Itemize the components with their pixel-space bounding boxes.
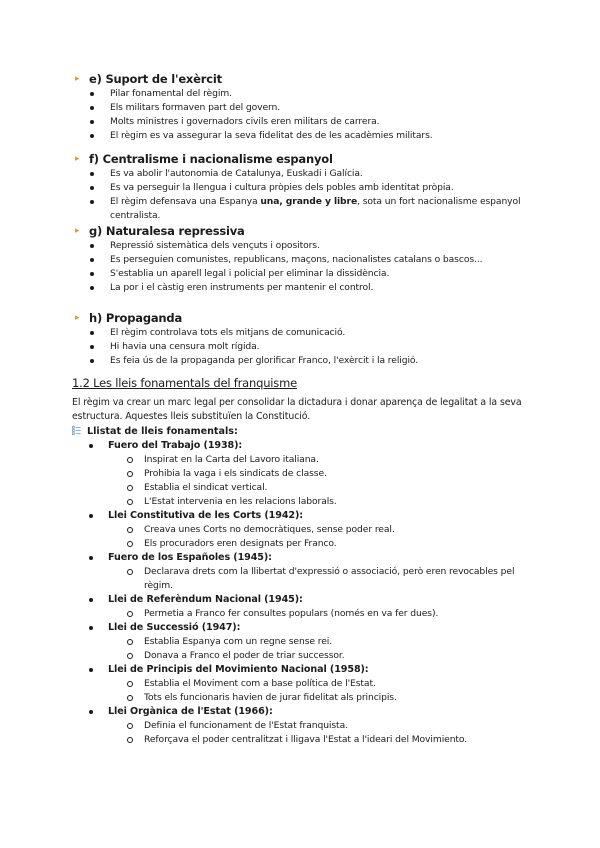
law-detail: Establia el sindicat vertical. — [144, 481, 542, 495]
laws-list — [72, 439, 542, 747]
list-item: Molts ministres i governadors civils eren militars de carrera. — [110, 115, 542, 129]
section-e — [72, 72, 542, 143]
section-title: ▸ h) Propaganda — [75, 311, 183, 325]
law-detail: L'Estat intervenia en les relacions laborals. — [144, 495, 542, 509]
law-detail: Creava unes Corts no democràtiques, sense poder real. — [144, 523, 542, 537]
law-item: Llei de Principis del Movimiento Nacional (1958): — [108, 663, 542, 677]
law-detail: Inspirat en la Carta del Lavoro italiana. — [144, 453, 542, 467]
laws-list-label: Llistat de lleis fonamentals: — [72, 425, 238, 439]
section-title: ▸ f) Centralisme i nacionalisme espanyol — [75, 152, 333, 166]
list-item: El règim defensava una Espanya una, grande y libre, sota un fort nacionalisme espanyol centralista. — [110, 195, 542, 223]
section-heading: 1.2 Les lleis fonamentals del franquisme — [72, 376, 297, 390]
law-item: Llei Constitutiva de les Corts (1942): — [108, 509, 542, 523]
law-detail: Permetia a Franco fer consultes populars (només en va fer dues). — [144, 607, 542, 621]
checklist-icon — [72, 426, 81, 435]
section-g — [72, 224, 542, 295]
section-title: ▸ g) Naturalesa repressiva — [75, 224, 245, 238]
intro-paragraph: El règim va crear un marc legal per consolidar la dictadura i donar aparença de legalitat a la seva estructura. Aquestes lleis substituïen la Constitució. — [72, 397, 522, 422]
list-item: El règim controlava tots els mitjans de comunicació. — [110, 326, 542, 340]
law-item: Fuero del Trabajo (1938): — [108, 439, 542, 453]
law-detail: Declarava drets com la llibertat d'expressió o associació, però eren revocables pel règim. — [144, 565, 542, 593]
section-h — [72, 311, 542, 368]
law-item: Llei Orgànica de l'Estat (1966): — [108, 705, 542, 719]
list-item: La por i el càstig eren instruments per mantenir el control. — [110, 281, 542, 295]
law-detail: Prohibia la vaga i els sindicats de classe. — [144, 467, 542, 481]
arrow-bullet-icon: ▸ — [75, 74, 80, 84]
law-item: Fuero de los Españoles (1945): — [108, 551, 542, 565]
law-detail: Definia el funcionament de l'Estat franquista. — [144, 719, 542, 733]
list-item: Es feia ús de la propaganda per glorificar Franco, l'exèrcit i la religió. — [110, 354, 542, 368]
section-title: ▸ e) Suport de l'exèrcit — [75, 72, 222, 86]
law-item: Llei de Referèndum Nacional (1945): — [108, 593, 542, 607]
list-item: Es perseguien comunistes, republicans, maçons, nacionalistes catalans o bascos... — [110, 253, 542, 267]
law-detail: Reforçava el poder centralitzat i lligava l'Estat a l'ideari del Movimiento. — [144, 733, 542, 747]
law-detail: Establia Espanya com un regne sense rei. — [144, 635, 542, 649]
law-detail: Donava a Franco el poder de triar successor. — [144, 649, 542, 663]
arrow-bullet-icon: ▸ — [75, 154, 80, 164]
list-item: Hi havia una censura molt rígida. — [110, 340, 542, 354]
list-item: S'establia un aparell legal i policial per eliminar la dissidència. — [110, 267, 542, 281]
arrow-bullet-icon: ▸ — [75, 226, 80, 236]
list-item: Pilar fonamental del règim. — [110, 87, 542, 101]
arrow-bullet-icon: ▸ — [75, 313, 80, 323]
law-detail: Establia el Moviment com a base política de l'Estat. — [144, 677, 542, 691]
law-item: Llei de Successió (1947): — [108, 621, 542, 635]
list-item: Repressió sistemàtica dels vençuts i opositors. — [110, 239, 542, 253]
list-item: Es va perseguir la llengua i cultura pròpies dels pobles amb identitat pròpia. — [110, 181, 542, 195]
law-detail: Els procuradors eren designats per Franco. — [144, 537, 542, 551]
list-item: Els militars formaven part del govern. — [110, 101, 542, 115]
law-detail: Tots els funcionaris havien de jurar fidelitat als principis. — [144, 691, 542, 705]
section-f — [72, 152, 542, 223]
list-item: Es va abolir l'autonomia de Catalunya, Euskadi i Galícia. — [110, 167, 542, 181]
list-item: El règim es va assegurar la seva fidelitat des de les acadèmies militars. — [110, 129, 542, 143]
